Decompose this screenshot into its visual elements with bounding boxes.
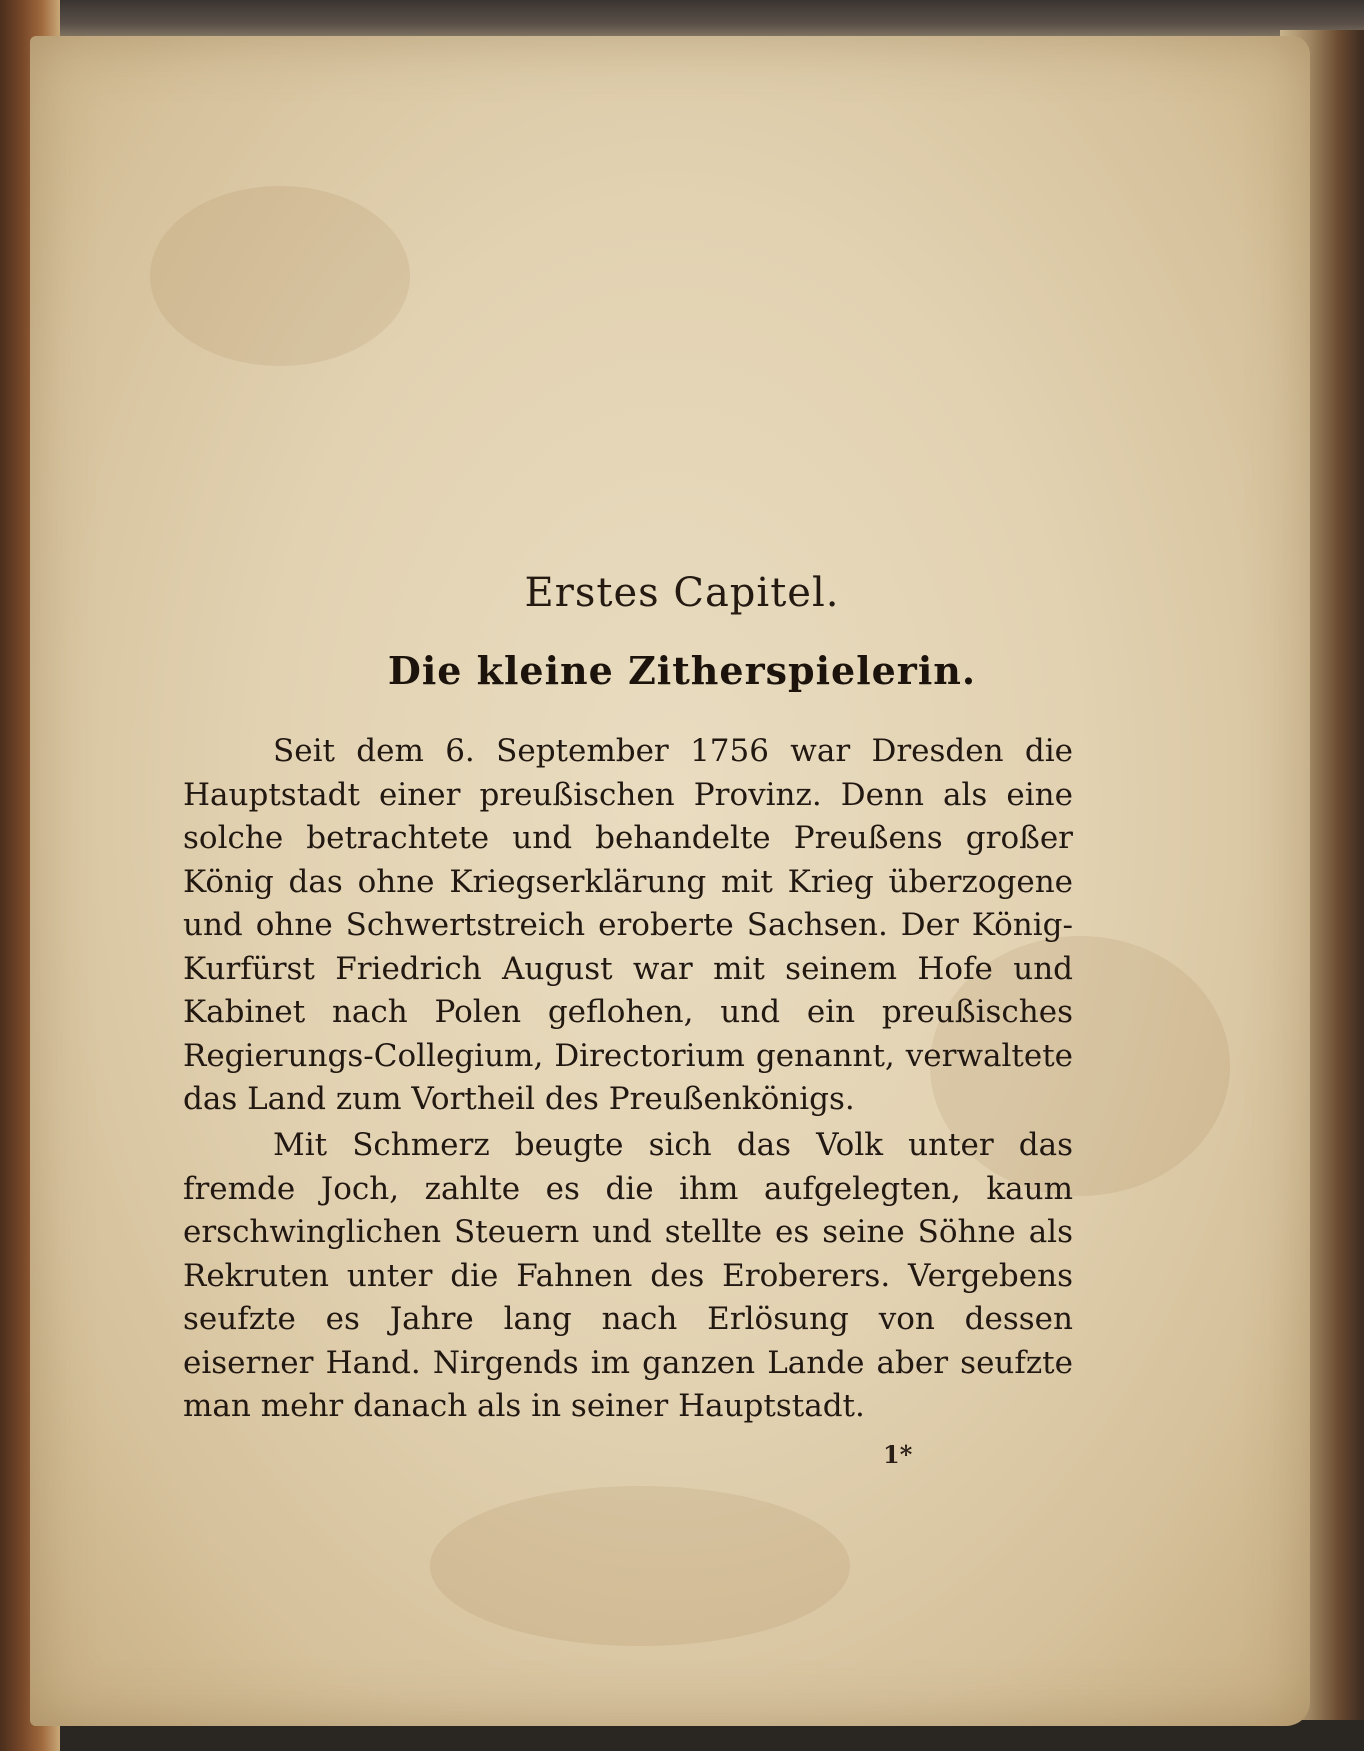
paragraph: Seit dem 6. September 1756 war Dresden die Hauptstadt einer preußischen Provinz. Denn als eine solche betrachtete und behandelte Preußens großer König das ohne Kriegserklärung mit Krieg überzogene und ohne Schwertstreich eroberte Sachsen. Der König-Kurfürst Friedrich August war mit seinem Hofe und Kabinet nach Polen geflohen, und ein preußisches Regierungs-Collegium, Directorium genannt, verwaltete das Land zum Vortheil des Preußenkönigs. xyxy=(183,733,1073,1117)
chapter-subtitle: Die kleine Zitherspielerin. xyxy=(387,648,977,693)
book-top-edge xyxy=(0,0,1364,40)
signature-mark: 1* xyxy=(883,1440,913,1469)
paper-stain xyxy=(150,186,410,366)
paper-stain xyxy=(430,1486,850,1646)
paragraph: Mit Schmerz beugte sich das Volk unter das fremde Joch, zahlte es die ihm aufgelegten, kaum erschwinglichen Steuern und stellte es seine Söhne als Rekruten unter die Fahnen des Eroberers. Vergebens seufzte es Jahre lang nach Erlösung von dessen eiserner Hand. Nirgends im ganzen Lande aber seufzte man mehr danach als in seiner Hauptstadt. xyxy=(183,1127,1073,1424)
chapter-title: Erstes Capitel. xyxy=(524,570,840,616)
